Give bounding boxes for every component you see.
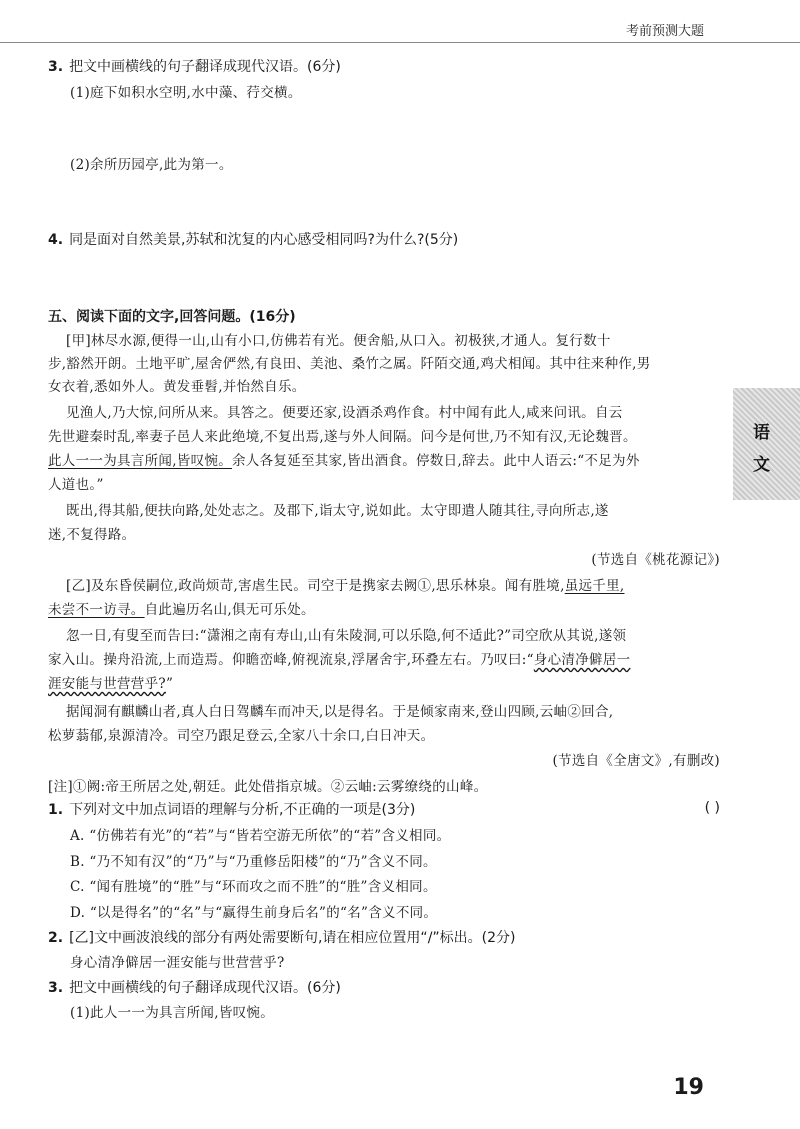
- footnote: [注]①阙:帝王所居之处,朝廷。此处借指京城。②云岫:云雾缭绕的山峰。: [48, 779, 488, 795]
- wavy-sentence-part-1: 身心清净僻居一: [533, 652, 631, 668]
- passage-jia-line-9: 迷,不复得路。: [48, 527, 136, 543]
- passage-jia-source: (节选自《桃花源记》): [591, 552, 720, 568]
- question-3b-prompt: 3. 把文中画横线的句子翻译成现代汉语。(6分): [48, 980, 341, 996]
- option-b: B. “乃不知有汉”的“乃”与“乃重修岳阳楼”的“乃”含义不同。: [70, 854, 437, 870]
- page-number: 19: [673, 1075, 704, 1100]
- question-3-sentence-2: (2)余所历园亭,此为第一。: [70, 157, 233, 173]
- question-4-prompt: 4. 同是面对自然美景,苏轼和沈复的内心感受相同吗?为什么?(5分): [48, 232, 459, 248]
- underlined-sentence-yi-part-1: 虽远千里,: [564, 578, 625, 594]
- passage-yi-line-5: 涯安能与世营营乎?”: [48, 676, 174, 692]
- passage-jia-line-3: 女衣着,悉如外人。黄发垂髫,并怡然自乐。: [48, 379, 306, 395]
- question-3-sentence-1: (1)庭下如积水空明,水中藻、荇交横。: [70, 85, 302, 101]
- passage-yi-line-4: 家入山。操舟沿流,上而造焉。仰瞻峦峰,俯视流泉,浮屠舍宇,环叠左右。乃叹曰:“身心清净僻居一: [48, 652, 631, 668]
- question-3-prompt: 3. 把文中画横线的句子翻译成现代汉语。(6分): [48, 59, 341, 75]
- passage-jia-line-4: 见渔人,乃大惊,问所从来。具答之。便要还家,设酒杀鸡作食。村中闻有此人,咸来问讯。自云: [66, 405, 623, 421]
- passage-yi-line-1: [乙]及东昏侯嗣位,政尚烦苛,害虐生民。司空于是携家去阙①,思乐林泉。闻有胜境,虽远千里,: [66, 578, 625, 594]
- subject-tab: [733, 388, 800, 500]
- passage-jia-line-1: [甲]林尽水源,便得一山,山有小口,仿佛若有光。便舍船,从口入。初极狭,才通人。复行数十: [66, 333, 611, 349]
- question-3b-sentence-1: (1)此人一一为具言所闻,皆叹惋。: [70, 1005, 275, 1021]
- header-divider: [0, 42, 800, 43]
- option-d: D. “以是得名”的“名”与“赢得生前身后名”的“名”含义不同。: [70, 905, 438, 921]
- wavy-sentence-part-2: 涯安能与世营营乎?: [48, 676, 166, 692]
- passage-yi-source: (节选自《全唐文》,有删改): [552, 753, 720, 769]
- question-1-prompt: 1. 下列对文中加点词语的理解与分析,不正确的一项是(3分): [48, 802, 416, 818]
- header-title: 考前预测大题: [625, 24, 704, 39]
- section-5-title: 五、阅读下面的文字,回答问题。(16分): [48, 309, 296, 325]
- subject-tab-char-1: 语: [753, 423, 770, 443]
- passage-yi-line-3: 忽一日,有叟至而告曰:“潇湘之南有寿山,山有朱陵洞,可以乐隐,何不适此?”司空欣从其说,遂领: [66, 628, 627, 644]
- passage-jia-line-7: 人道也。”: [48, 477, 104, 493]
- passage-yi-line-2: 未尝不一访寻。自此遍历名山,俱无可乐处。: [48, 602, 315, 618]
- underlined-sentence-yi-part-2: 未尝不一访寻。: [48, 602, 145, 618]
- option-a: A. “仿佛若有光”的“若”与“皆若空游无所依”的“若”含义相同。: [70, 828, 451, 844]
- passage-jia-line-6: 此人一一为具言所闻,皆叹惋。余人各复延至其家,皆出酒食。停数日,辞去。此中人语云:“不足为外: [48, 453, 640, 469]
- passage-jia-line-5: 先世避秦时乱,率妻子邑人来此绝境,不复出焉,遂与外人间隔。问今是何世,乃不知有汉,无论魏晋。: [48, 429, 637, 445]
- question-2-sentence: 身心清净僻居一涯安能与世营营乎?: [70, 955, 285, 971]
- answer-blank[interactable]: ( ): [704, 800, 720, 816]
- underlined-sentence-jia: 此人一一为具言所闻,皆叹惋。: [48, 453, 232, 469]
- question-2-prompt: 2. [乙]文中画波浪线的部分有两处需要断句,请在相应位置用“/”标出。(2分): [48, 930, 516, 946]
- passage-yi-line-6: 据闻洞有麒麟山者,真人白日驾麟车而冲天,以是得名。于是倾家南来,登山四顾,云岫②回合,: [66, 704, 614, 720]
- option-c: C. “闻有胜境”的“胜”与“环而攻之而不胜”的“胜”含义相同。: [70, 879, 437, 895]
- passage-jia-line-2: 步,豁然开朗。土地平旷,屋舍俨然,有良田、美池、桑竹之属。阡陌交通,鸡犬相闻。其中往来种作,男: [48, 356, 651, 372]
- passage-jia-line-8: 既出,得其船,便扶向路,处处志之。及郡下,诣太守,说如此。太守即遣人随其往,寻向所志,遂: [66, 503, 609, 519]
- passage-yi-line-7: 松萝蓊郁,泉源清冷。司空乃跟足登云,全家八十余口,白日冲天。: [48, 728, 435, 744]
- subject-tab-char-2: 文: [753, 455, 770, 475]
